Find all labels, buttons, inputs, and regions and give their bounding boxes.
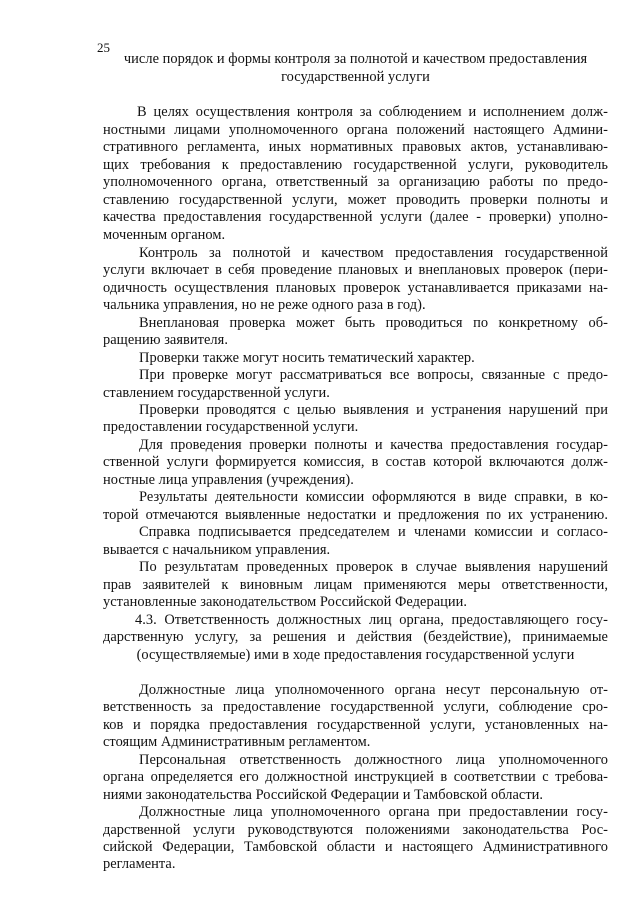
text-line: Проверки проводятся с целью выявления и устранения нарушений при xyxy=(139,402,608,418)
text-line: ращению заявителя. xyxy=(103,332,228,348)
text-line: ставлением государственной услуги. xyxy=(103,385,330,401)
text-line: установленные законодательством Российской Федерации. xyxy=(103,594,468,610)
text-line: ниями законодательства Российской Федерации и Тамбовской области. xyxy=(103,787,544,803)
text-line: Персональная ответственность должностного лица уполномоченного xyxy=(139,752,608,768)
text-line: чальника управления, но не реже одного раза в год). xyxy=(103,297,426,313)
text-line: ветственность за предоставление государственной услуги, соблюдение сро- xyxy=(103,699,608,715)
text-line: Для проведения проверки полноты и качества предоставления государ- xyxy=(139,437,608,453)
text-line: прав заявителей к виновным лицам применяются меры ответственности, xyxy=(103,577,608,593)
text-line: Должностные лица уполномоченного органа несут персональную от- xyxy=(139,682,608,698)
text-line: ставлению государственной услуги, может проводить проверки полноты и xyxy=(103,192,608,208)
text-line: качества предоставления государственной услуги (далее - проверки) уполно- xyxy=(103,209,608,225)
text-line: ностные лица управления (учреждения). xyxy=(103,472,354,488)
text-line: При проверке могут рассматриваться все вопросы, связанные с предо- xyxy=(139,367,608,383)
text-line: Должностные лица уполномоченного органа при предоставлении госу- xyxy=(139,804,608,820)
text-line: В целях осуществления контроля за соблюдением и исполнением долж- xyxy=(137,104,608,120)
text-line: стоящим Административным регламентом. xyxy=(103,734,371,750)
page-number: 25 xyxy=(97,40,110,55)
text-line: дарственную услугу, за решения и действия (бездействие), принимаемые xyxy=(103,629,608,645)
text-line: предоставлении государственной услуги. xyxy=(103,419,359,435)
text-line: одичность осуществления плановых проверок устанавливается приказами на- xyxy=(103,280,608,296)
text-line: государственной услуги xyxy=(281,69,430,85)
text-line: вывается с начальником управления. xyxy=(103,542,331,558)
text-line: органа определяется его должностной инструкцией в соответствии с требова- xyxy=(103,769,608,785)
text-line: дарственной услуги руководствуются положениями законодательства Рос- xyxy=(103,822,608,838)
text-line: Внеплановая проверка может быть проводиться по конкретному об- xyxy=(139,315,608,331)
text-line: Проверки также могут носить тематический характер. xyxy=(139,350,475,366)
text-line: Справка подписывается председателем и членами комиссии и согласо- xyxy=(139,524,608,540)
text-line: уполномоченного органа, ответственный за организацию работы по предо- xyxy=(103,174,608,190)
text-line: ков и порядка предоставления государственной услуги, установленных на- xyxy=(103,717,608,733)
text-line: стративного регламента, иных нормативных правовых актов, устанавливаю- xyxy=(103,139,608,155)
text-line: услуги включает в себя проведение плановых и внеплановых проверок (пери- xyxy=(103,262,608,278)
text-line: сийской Федерации, Тамбовской области и настоящего Административного xyxy=(103,839,608,855)
text-line: щих требования к предоставлению государственной услуги, руководитель xyxy=(103,157,608,173)
text-line: Контроль за полнотой и качеством предоставления государственной xyxy=(139,245,608,261)
text-line: регламента. xyxy=(103,856,176,872)
text-line: торой отмечаются выявленные недостатки и предложения по их устранению. xyxy=(103,507,608,523)
text-line: 4.3. Ответственность должностных лиц органа, предоставляющего госу- xyxy=(135,612,608,628)
text-line: Результаты деятельности комиссии оформляются в виде справки, в ко- xyxy=(139,489,608,505)
text-line: По результатам проведенных проверок в случае выявления нарушений xyxy=(139,559,608,575)
text-line: числе порядок и формы контроля за полнотой и качеством предоставления xyxy=(123,51,588,67)
text-line: (осуществляемые) ими в ходе предоставления государственной услуги xyxy=(136,647,575,663)
text-line: ностными лицами уполномоченного органа положений настоящего Админи- xyxy=(103,122,608,138)
text-line: ственной услуги формируется комиссия, в состав которой включаются долж- xyxy=(103,454,608,470)
text-line: моченным органом. xyxy=(103,227,226,243)
